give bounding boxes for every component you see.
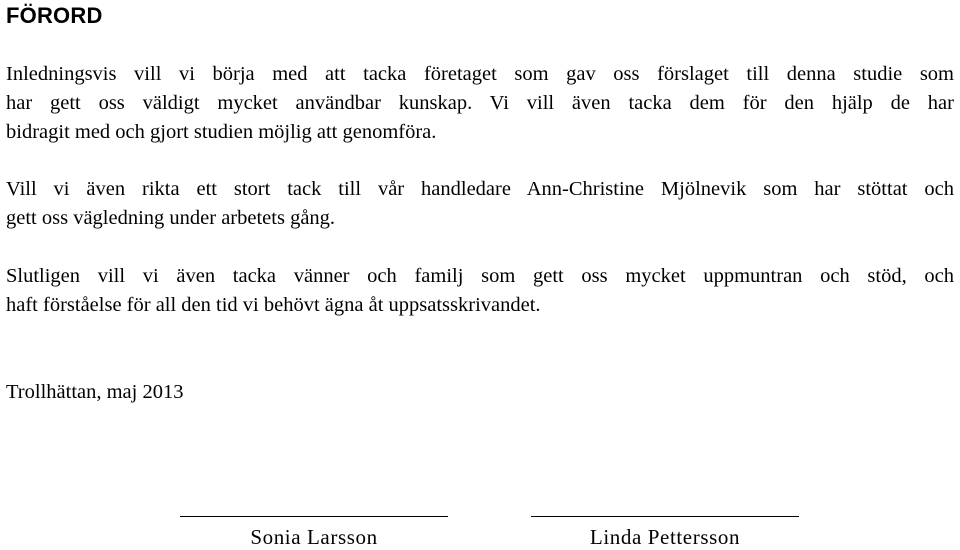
paragraph-line: har gett oss väldigt mycket användbar kunskap. Vi vill även tacka dem för den hjälp de har xyxy=(6,92,954,114)
signature-line xyxy=(180,516,448,517)
paragraph-family-thanks xyxy=(6,262,954,320)
paragraph-supervisor-thanks xyxy=(6,175,954,233)
document-heading: FÖRORD xyxy=(6,3,103,28)
paragraph-line: Vill vi även rikta ett stort tack till vår handledare Ann-Christine Mjölnevik som har stöttat och xyxy=(6,178,954,200)
signature-line xyxy=(531,516,799,517)
signature-block-right xyxy=(531,505,799,550)
signature-block-left xyxy=(180,505,448,550)
paragraph-line: gett oss vägledning under arbetets gång. xyxy=(6,207,336,229)
paragraph-intro xyxy=(6,60,954,147)
paragraph-line: haft förståelse för all den tid vi behövt ägna åt uppsatsskrivandet. xyxy=(6,294,541,316)
paragraph-line: Slutligen vill vi även tacka vänner och familj som gett oss mycket uppmuntran och stöd, och xyxy=(6,265,954,287)
place-and-date: Trollhättan, maj 2013 xyxy=(6,381,184,403)
paragraph-line: bidragit med och gjort studien möjlig att genomföra. xyxy=(6,121,437,143)
signature-name: Sonia Larsson xyxy=(250,525,378,549)
signature-name: Linda Pettersson xyxy=(589,525,741,549)
paragraph-line: Inledningsvis vill vi börja med att tacka företaget som gav oss förslaget till denna studie som xyxy=(6,63,954,85)
